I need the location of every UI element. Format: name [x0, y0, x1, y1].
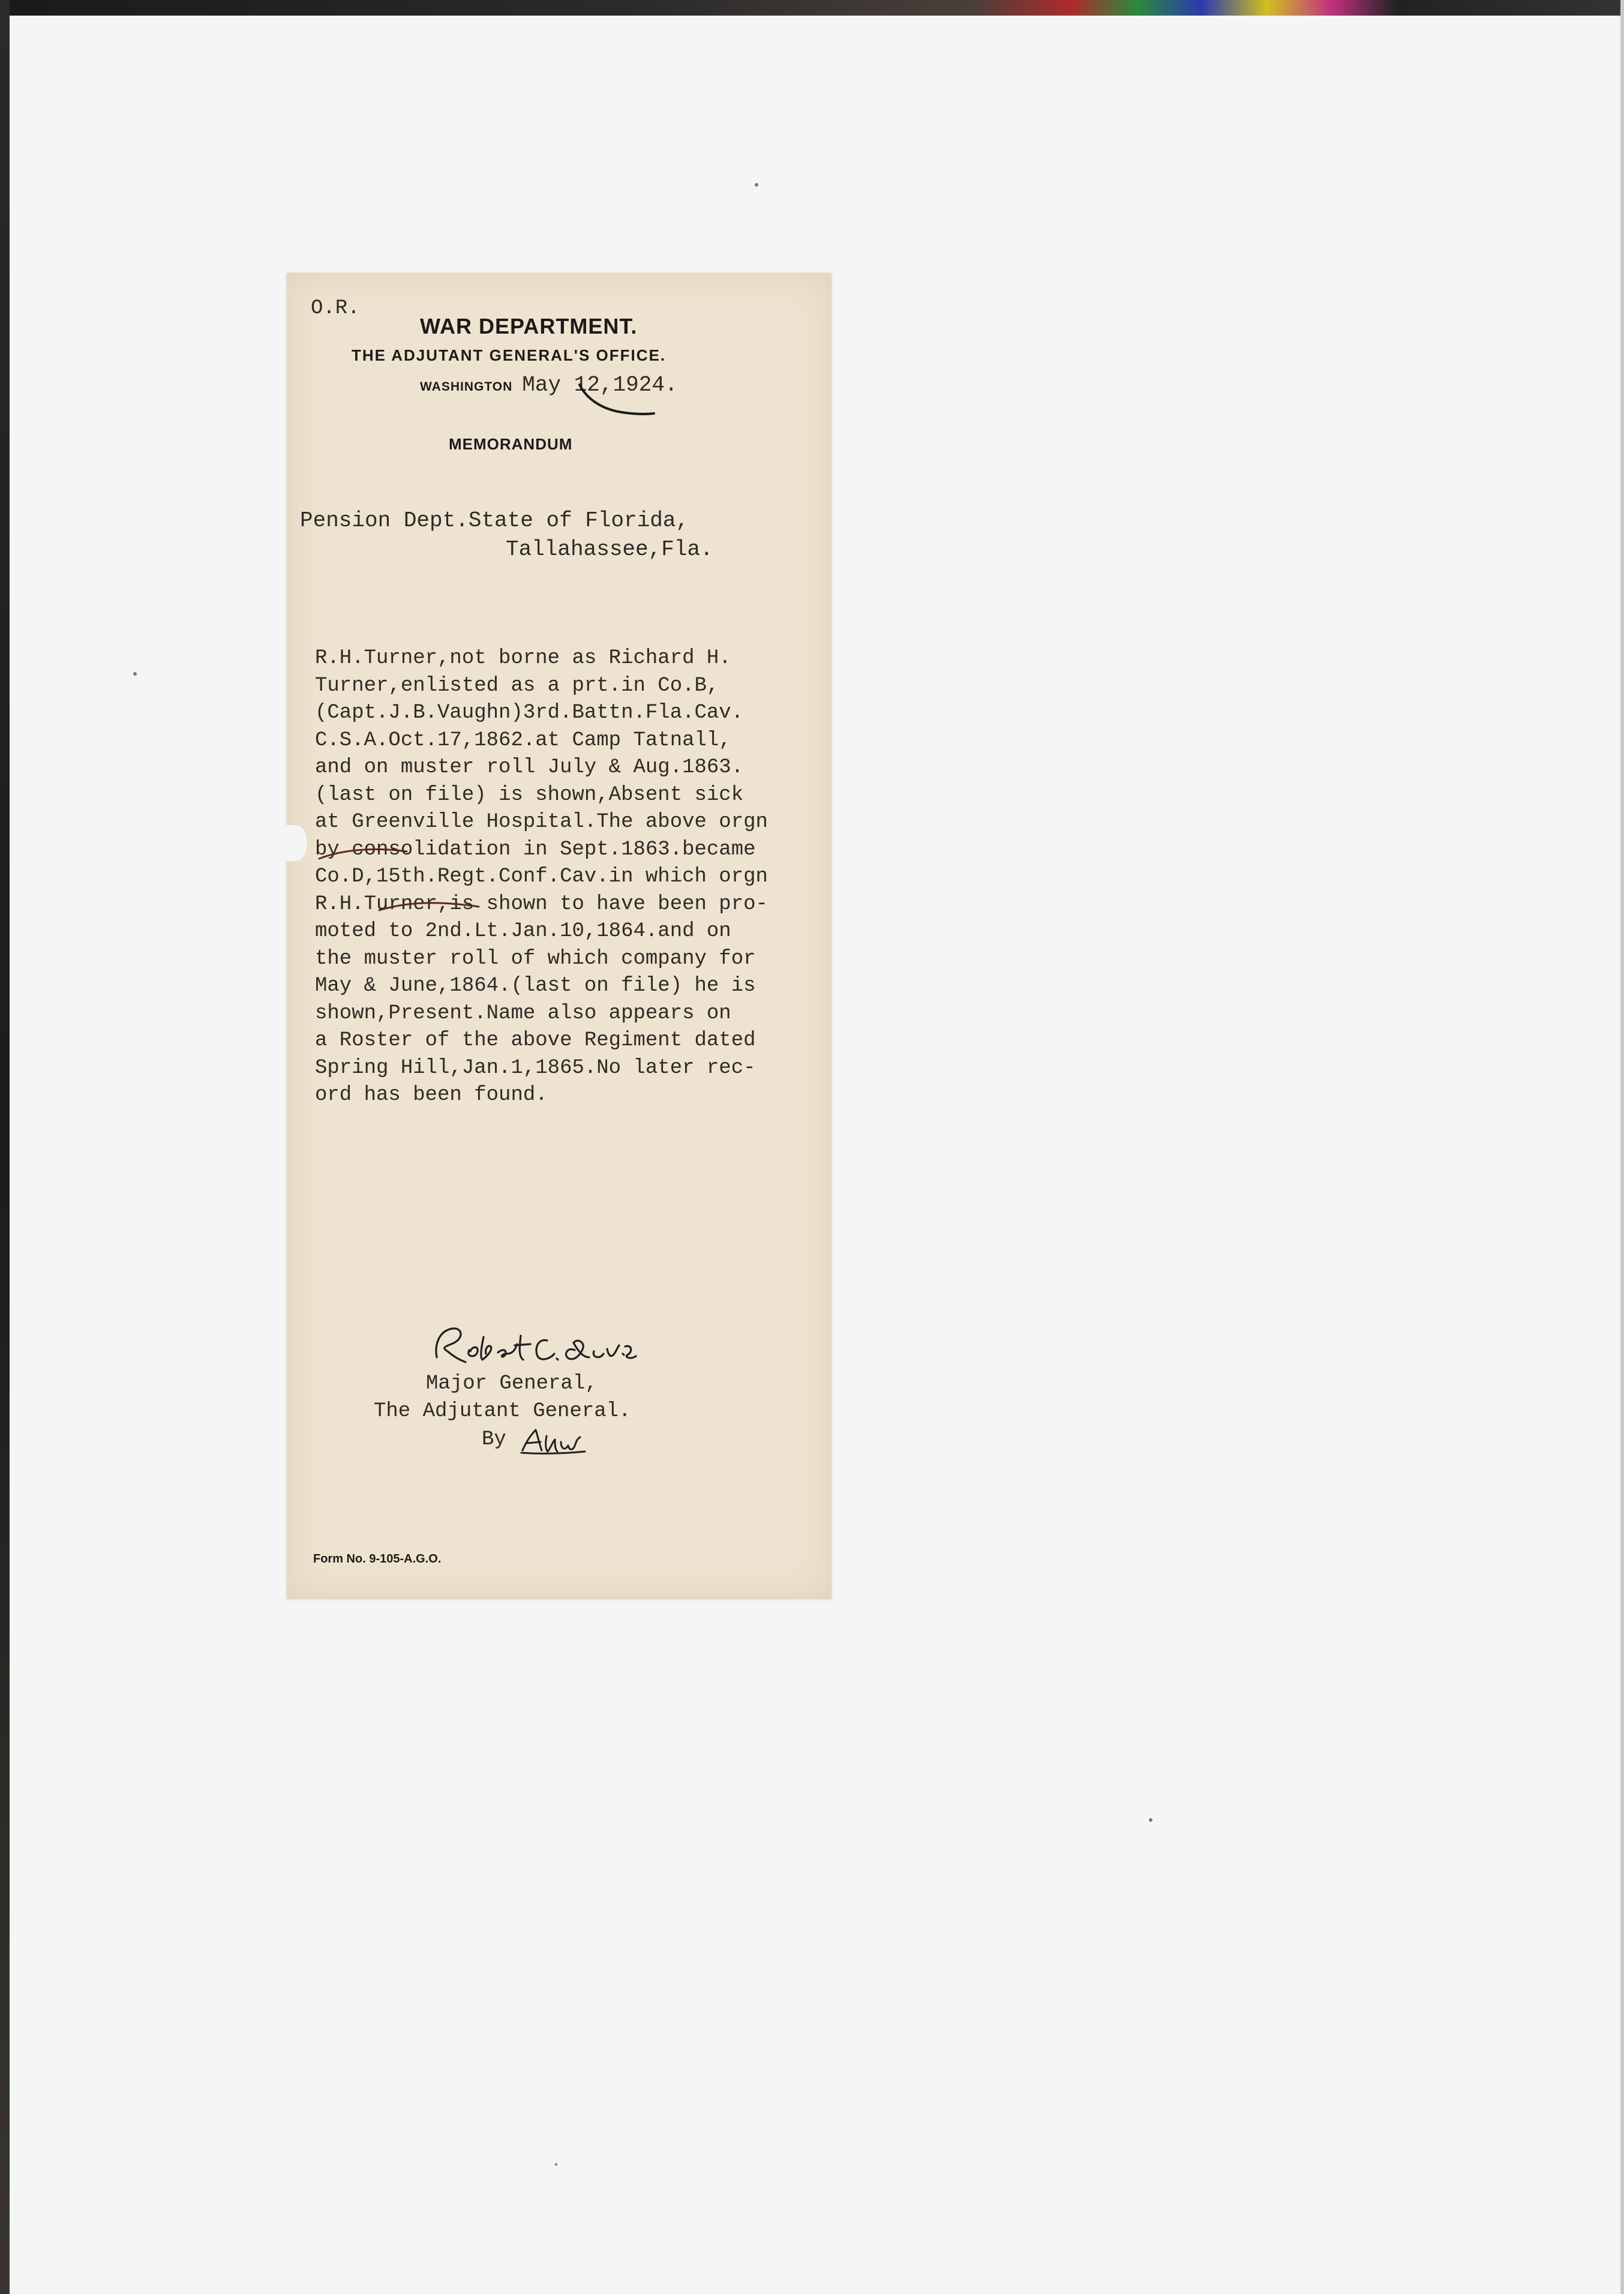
body-line: shown,Present.Name also appears on [315, 1001, 731, 1025]
body-line: moted to 2nd.Lt.Jan.10,1864.and on [315, 920, 731, 943]
scanner-right-edge [1620, 0, 1624, 2294]
memo-body [315, 645, 819, 1109]
place-date-line [420, 373, 678, 397]
memo-date: May 12,1924. [522, 373, 678, 397]
handwritten-initials [518, 1424, 590, 1457]
by-label: By [482, 1428, 506, 1451]
body-line: the muster roll of which company for [315, 947, 756, 970]
dust-speck [133, 672, 137, 676]
signer-rank: Major General, [426, 1372, 598, 1395]
body-line: Co.D,15th.Regt.Conf.Cav.in which orgn [315, 865, 768, 888]
office-title: THE ADJUTANT GENERAL'S OFFICE. [352, 346, 667, 364]
body-line: May & June,1864.(last on file) he is [315, 974, 756, 997]
body-line: R.H.Turner,is shown to have been pro- [315, 892, 768, 916]
signer-title: The Adjutant General. [374, 1400, 631, 1423]
scanner-left-edge [0, 0, 10, 2294]
scanner-top-edge [0, 0, 1624, 16]
memo-heading: MEMORANDUM [449, 435, 573, 453]
body-line: at Greenville Hospital.The above orgn [315, 811, 768, 833]
body-line: R.H.Turner,not borne as Richard H. [315, 647, 731, 670]
dust-speck [755, 183, 758, 187]
body-line: Spring Hill,Jan.1,1865.No later rec- [315, 1056, 756, 1079]
department-title: WAR DEPARTMENT. [420, 314, 638, 338]
body-line: by consolidation in Sept.1863.became [315, 838, 756, 861]
body-line: a Roster of the above Regiment dated [315, 1029, 756, 1052]
torn-edge-notch [283, 825, 307, 861]
body-line: ord has been found. [315, 1084, 548, 1106]
body-line: and on muster roll July & Aug.1863. [315, 756, 744, 779]
body-line: (last on file) is shown,Absent sick [315, 783, 744, 806]
body-line: (Capt.J.B.Vaughn)3rd.Battn.Fla.Cav. [315, 701, 744, 724]
body-line: Turner,enlisted as a prt.in Co.B, [315, 674, 719, 697]
file-mark: O.R. [311, 297, 360, 320]
body-line: C.S.A.Oct.17,1862.at Camp Tatnall, [315, 728, 731, 752]
form-number: Form No. 9-105-A.G.O. [313, 1552, 442, 1566]
place-label: WASHINGTON [420, 380, 513, 394]
addressee-city: Tallahassee,Fla. [506, 537, 713, 562]
handwritten-signature [424, 1320, 640, 1374]
dust-speck [1149, 1818, 1152, 1822]
addressee-line: Pension Dept.State of Florida, [300, 508, 689, 533]
memorandum-sheet [287, 273, 831, 1599]
dust-speck [555, 2163, 557, 2166]
